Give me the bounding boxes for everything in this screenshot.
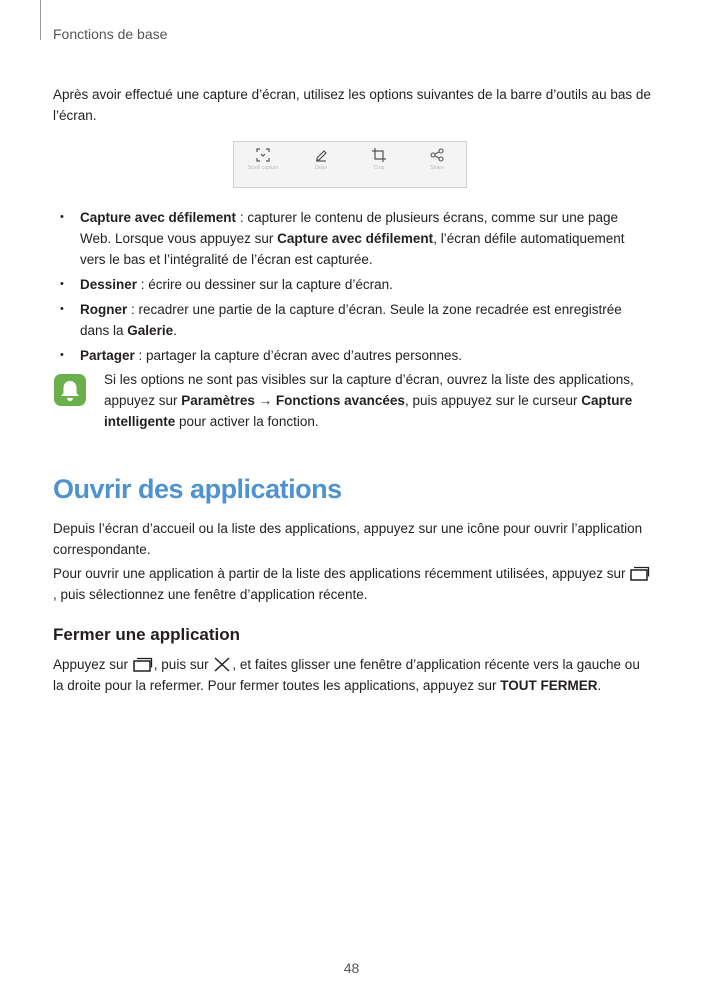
section-title: Ouvrir des applications — [53, 474, 342, 504]
bell-note-icon — [54, 374, 86, 406]
share-icon — [430, 148, 444, 162]
page-number: 48 — [343, 960, 360, 976]
term: Galerie — [127, 323, 174, 338]
scroll-capture-icon — [256, 148, 270, 162]
section-label: Fonctions de base — [53, 26, 168, 42]
toolbar-caption: Crop — [373, 165, 385, 171]
term: Capture avec défilement — [80, 210, 237, 225]
intro-paragraph: Après avoir effectué une capture d’écran, utilisez les options suivantes de la barre d’outils au bas de l’écran. — [53, 87, 651, 123]
recent-apps-icon — [630, 566, 650, 581]
note-text: Si les options ne sont pas visibles sur la capture d’écran, ouvrez la liste des applications, appuyez sur Paramètres → Fonctions avancées, puis appuyez sur le curseur Capture intelligente pour activer la fonction. — [104, 372, 634, 429]
list-item — [60, 274, 650, 295]
text: : capturer le contenu de plusieurs écrans, comme sur une page Web. Lorsque vous appuyez sur — [80, 210, 619, 246]
text: : recadrer une partie de la capture d’écran. Seule la zone recadrée est enregistrée dans la — [80, 302, 622, 338]
toolbar-screenshot — [233, 141, 467, 188]
text: . — [173, 323, 177, 338]
crop-icon — [372, 148, 386, 162]
draw-icon — [314, 148, 328, 162]
paragraph-recent-apps: Pour ouvrir une application à partir de la liste des applications récemment utilisées, appuyez sur , puis sélectionnez une fenêtre d’application récente. — [53, 563, 653, 605]
recent-apps-icon — [133, 657, 153, 672]
toolbar-caption: Share — [430, 165, 444, 171]
close-icon — [213, 657, 231, 672]
list-item — [60, 299, 650, 341]
subsection-title: Fermer une application — [53, 625, 241, 644]
paragraph-close-app: Appuyez sur , puis sur , et faites glisser une fenêtre d’application récente vers la gauche ou la droite pour la refermer. Pour fermer toutes les applications, appuyez sur TOUT FERMER. — [53, 657, 640, 693]
margin-rule — [40, 0, 41, 40]
term: Capture avec défilement — [277, 231, 434, 246]
text: : partager la capture d’écran avec d’autres personnes. — [134, 348, 462, 363]
list-item — [60, 345, 650, 366]
text: : écrire ou dessiner sur la capture d’écran. — [137, 277, 393, 292]
text: , l’écran défile automatiquement vers le bas et l’intégralité de l’écran est capturée. — [80, 231, 625, 267]
toolbar-caption: Scroll capture — [247, 165, 279, 171]
term: Rogner — [80, 302, 128, 317]
toolbar-item-draw — [296, 148, 346, 171]
options-list — [60, 207, 650, 370]
list-item — [60, 207, 650, 270]
paragraph-open-app: Depuis l’écran d’accueil ou la liste des applications, appuyez sur une icône pour ouvrir l’application correspondante. — [53, 521, 643, 557]
toolbar-item-scroll-capture — [238, 148, 288, 171]
toolbar-caption: Draw — [315, 165, 327, 171]
term: Partager — [80, 348, 135, 363]
toolbar-item-share — [412, 148, 462, 171]
term: Dessiner — [80, 277, 138, 292]
toolbar-item-crop — [354, 148, 404, 171]
